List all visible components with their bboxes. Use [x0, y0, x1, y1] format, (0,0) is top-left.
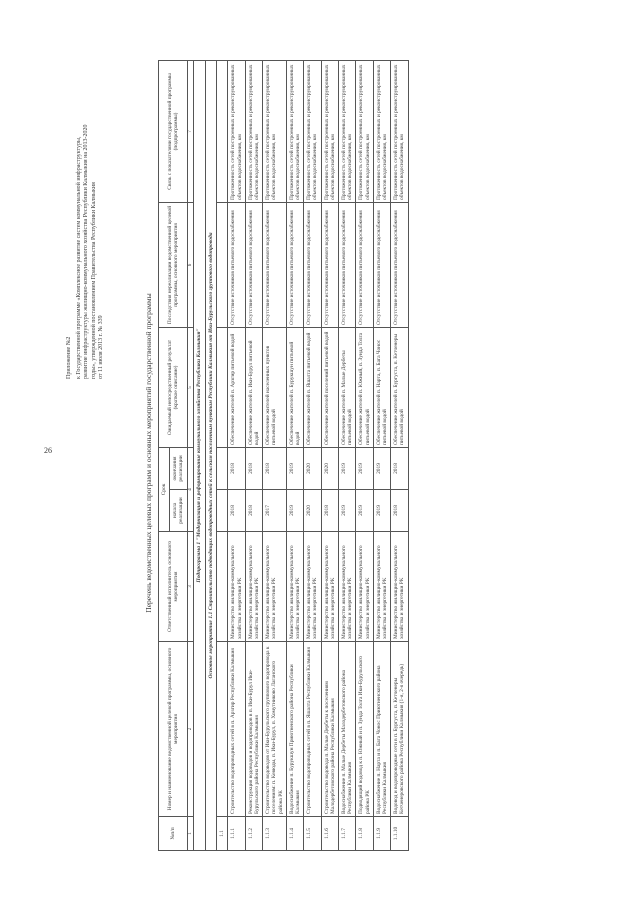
page-number: 26: [44, 446, 52, 455]
cell-executor: Министерство жилищно-коммунального хозяйства и энергетики РК: [263, 531, 287, 641]
appendix-line: развитие инфраструктуры жилищно-коммунального хозяйства Республики Калмыкия на 2013-2020: [83, 123, 89, 379]
column-number: 1: [187, 816, 194, 850]
header-term: Срок: [159, 447, 170, 531]
header-name: Номер и наименование ведомственной целевой программы, основного мероприятия: [159, 641, 188, 816]
cell-end: 2018: [245, 447, 262, 489]
cell-name: Строительство водоводов от Ики-Бурульского группового водопровода к поселениям: п. Кевюды, п. Ики-Бурул, п. Хомутниково Лаганского района РК: [263, 641, 287, 816]
column-number: 5: [187, 327, 194, 447]
cell-consequences: Отсутствие источников питьевого водоснабжения: [228, 202, 245, 327]
cell-executor: Министерство жилищно-коммунального хозяйства и энергетики РК: [373, 531, 390, 641]
cell-link: Протяженность сетей построенных и реконструированных объектов водоснабжения, км: [228, 60, 245, 202]
cell-result: Обеспечение жителей п. Яшалта питьевой водой: [304, 327, 321, 447]
cell-name: Строительство водопроводных сетей в п. Арзгир Республики Калмыкия: [228, 641, 245, 816]
cell-consequences: Отсутствие источников питьевого водоснабжения: [391, 202, 408, 327]
cell-link: Протяженность сетей построенных и реконструированных объектов водоснабжения, км: [304, 60, 321, 202]
table-row: [228, 60, 245, 850]
document-title: Перечень ведомственных целевых программ и основных мероприятий государственной программы: [144, 292, 153, 613]
cell-num: 1.1.9: [373, 816, 390, 850]
cell-start: 2018: [245, 489, 262, 531]
table-row: [286, 60, 303, 850]
header-executor: Ответственный исполнитель основного мероприятия: [159, 531, 188, 641]
cell-start: [217, 489, 228, 531]
table-row: [304, 60, 321, 850]
header-start: начала реализации: [170, 489, 187, 531]
appendix-line: годы», утвержденной постановлением Правительства Республики Калмыкия: [90, 181, 97, 379]
cell-name: Подводящий водовод к п. Южный и п. Зунда Толга Ики-Бурульского района РК: [356, 641, 373, 816]
cell-link: Протяженность сетей построенных и реконструированных объектов водоснабжения, км: [391, 60, 408, 202]
table-row: [245, 60, 262, 850]
appendix-line: от 11 июля 2013 г. № 339: [98, 314, 104, 379]
cell-num: 1.1.5: [304, 816, 321, 850]
cell-executor: Министерство жилищно-коммунального хозяйства и энергетики РК: [339, 531, 356, 641]
cell-result: Обеспечение жителей п. Арзгир питьевой водой: [228, 327, 245, 447]
column-number: 6: [187, 202, 194, 327]
cell-end: 2019: [356, 447, 373, 489]
appendix-line: к Государственной программе «Комплексное развитие систем коммунальной инфраструктуры,: [75, 135, 82, 379]
cell-link: Протяженность сетей построенных и реконструированных объектов водоснабжения, км: [263, 60, 287, 202]
cell-end: 2018: [263, 447, 287, 489]
cell-name: Реконструкция водоводов и водопроводов в п. Ики-Бурул Ики-Бурульского района Республики Калмыкия: [245, 641, 262, 816]
column-number: 7: [187, 60, 194, 202]
cell-start: 2019: [339, 489, 356, 531]
cell-executor: Министерство жилищно-коммунального хозяйства и энергетики РК: [356, 531, 373, 641]
cell-result: Обеспечение жителей п. Ики-Бурул питьевой водой: [245, 327, 262, 447]
header-row: [159, 60, 170, 850]
cell-num: 1.1: [217, 816, 228, 850]
cell-result: Обеспечение жителей поселений питьевой водой: [321, 327, 338, 447]
cell-num: 1.1.10: [391, 816, 408, 850]
cell-num: 1.1.7: [339, 816, 356, 850]
cell-link: Протяженность сетей построенных и реконструированных объектов водоснабжения, км: [245, 60, 262, 202]
cell-consequences: Отсутствие источников питьевого водоснабжения: [304, 202, 321, 327]
cell-executor: Министерство жилищно-коммунального хозяйства и энергетики РК: [304, 531, 321, 641]
subprogram-title: Подпрограмма 1 "Модернизация и реформирование коммунального хозяйства Республики Калмыкия": [194, 60, 205, 850]
cell-link: [217, 60, 228, 202]
cell-start: 2019: [286, 489, 303, 531]
cell-consequences: Отсутствие источников питьевого водоснабжения: [356, 202, 373, 327]
cell-link: Протяженность сетей построенных и реконструированных объектов водоснабжения, км: [356, 60, 373, 202]
cell-consequences: Отсутствие источников питьевого водоснабжения: [286, 202, 303, 327]
cell-num: 1.1.2: [245, 816, 262, 850]
cell-link: Протяженность сетей построенных и реконструированных объектов водоснабжения, км: [339, 60, 356, 202]
table-row: [339, 60, 356, 850]
table-row: [321, 60, 338, 850]
cell-link: Протяженность сетей построенных и реконструированных объектов водоснабжения, км: [321, 60, 338, 202]
cell-consequences: [217, 202, 228, 327]
landscape-page: [60, 43, 580, 863]
cell-executor: Министерство жилищно-коммунального хозяйства и энергетики РК: [321, 531, 338, 641]
column-number-row: [187, 60, 194, 850]
header-consequences: Последствия нереализации ведомственной целевой программы, основного мероприятия: [159, 202, 188, 327]
cell-consequences: Отсутствие источников питьевого водоснабжения: [245, 202, 262, 327]
cell-start: 2018: [391, 489, 408, 531]
column-number: 2: [187, 641, 194, 816]
cell-end: 2018: [228, 447, 245, 489]
header-end: окончания реализации: [170, 447, 187, 489]
cell-name: Водовод и водопроводные сети в п. Бургуста, п. Кетченеры Кетченеровского района Республики Калмыкия (1-я, 2-я очередь): [391, 641, 408, 816]
cell-start: 2018: [228, 489, 245, 531]
table-body: [187, 60, 408, 850]
cell-num: 1.1.1: [228, 816, 245, 850]
cell-name: Строительство водовода п. Малые Дербеты к поселениям Малодербетовского района Республики Калмыкия: [321, 641, 338, 816]
cell-link: Протяженность сетей построенных и реконструированных объектов водоснабжения, км: [286, 60, 303, 202]
program-table: [158, 59, 409, 850]
cell-result: Обеспечение жителей п. Бурукшун питьевой водой: [286, 327, 303, 447]
cell-num: 1.1.6: [321, 816, 338, 850]
cell-end: [217, 447, 228, 489]
cell-executor: Министерство жилищно-коммунального хозяйства и энергетики РК: [245, 531, 262, 641]
cell-executor: Министерство жилищно-коммунального хозяйства и энергетики РК: [228, 531, 245, 641]
table-row: [391, 60, 408, 850]
cell-start: 2019: [373, 489, 390, 531]
cell-consequences: Отсутствие источников питьевого водоснабжения: [373, 202, 390, 327]
activity-title: Основное мероприятие 1.1 Строительство подводящих водопроводных сетей к сельским населенным пунктам Республики Калмыкия от Ики-Бурульского группового водопровода: [205, 60, 216, 850]
cell-end: 2018: [391, 447, 408, 489]
column-number: 4: [187, 447, 194, 531]
cell-start: 2019: [356, 489, 373, 531]
cell-start: 2017: [263, 489, 287, 531]
cell-end: 2019: [373, 447, 390, 489]
cell-end: 2020: [304, 447, 321, 489]
table-row: [356, 60, 373, 850]
cell-result: [217, 327, 228, 447]
cell-result: Обеспечение жителей п. Южный, п. Зунда Толга питьевой водой: [356, 327, 373, 447]
column-number: 3: [187, 531, 194, 641]
table-row: [217, 60, 228, 850]
cell-executor: [217, 531, 228, 641]
cell-end: 2020: [321, 447, 338, 489]
cell-num: 1.1.3: [263, 816, 287, 850]
cell-consequences: Отсутствие источников питьевого водоснабжения: [263, 202, 287, 327]
cell-name: Строительство водопроводных сетей в п. Яшалта Республики Калмыкия: [304, 641, 321, 816]
cell-end: 2019: [339, 447, 356, 489]
cell-result: Обеспечение жителей п. Малые Дербеты питьевой водой: [339, 327, 356, 447]
cell-executor: Министерство жилищно-коммунального хозяйства и энергетики РК: [286, 531, 303, 641]
cell-name: Водоснабжение п. Нарта и п. Бага Чонос Приютненского района Республики Калмыкия: [373, 641, 390, 816]
cell-name: Водоснабжение п. Бурукшун Приютненского района Республики Калмыкия: [286, 641, 303, 816]
cell-start: 2020: [304, 489, 321, 531]
cell-name: [217, 641, 228, 816]
appendix-header: [66, 49, 106, 379]
cell-result: Обеспечение жителей населенных пунктов питьевой водой: [263, 327, 287, 447]
cell-start: 2018: [321, 489, 338, 531]
cell-consequences: Отсутствие источников питьевого водоснабжения: [321, 202, 338, 327]
subprogram-row: [194, 60, 205, 850]
cell-consequences: Отсутствие источников питьевого водоснабжения: [339, 202, 356, 327]
cell-result: Обеспечение жителей п. Нарта, п. Бага Чонос питьевой водой: [373, 327, 390, 447]
activity-row: [205, 60, 216, 850]
table-row: [373, 60, 390, 850]
cell-num: 1.1.4: [286, 816, 303, 850]
header-link: Связь с показателями государственной программы (подпрограммы): [159, 60, 188, 202]
cell-end: 2019: [286, 447, 303, 489]
cell-executor: Министерство жилищно-коммунального хозяйства и энергетики РК: [391, 531, 408, 641]
cell-name: Водоснабжение п. Малые Дербеты Малодербетовского района Республики Калмыкия: [339, 641, 356, 816]
header-num: №п/п: [159, 816, 188, 850]
appendix-label: Приложение №2: [66, 336, 72, 379]
table-row: [263, 60, 287, 850]
cell-result: Обеспечение жителей п. Бургуста, п. Кетченеры питьевой водой: [391, 327, 408, 447]
cell-num: 1.1.8: [356, 816, 373, 850]
header-result: Ожидаемый непосредственный результат (краткое описание): [159, 327, 188, 447]
cell-link: Протяженность сетей построенных и реконструированных объектов водоснабжения, км: [373, 60, 390, 202]
